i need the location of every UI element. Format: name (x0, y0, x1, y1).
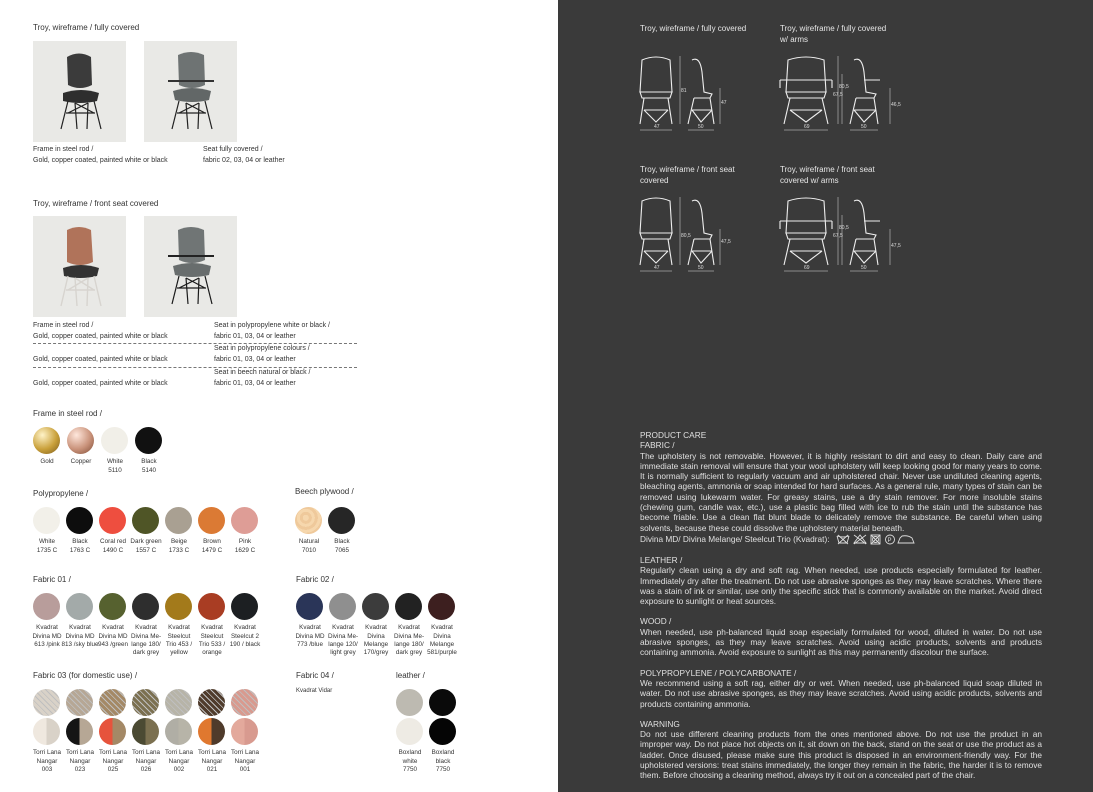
swatch-label: Kvadrat (102, 624, 124, 631)
swatch-label: Nangar (201, 757, 223, 765)
fs-row1-r2: fabric 01, 03, 04 or leather (214, 333, 296, 340)
swatch-poly (132, 507, 159, 534)
section-title-fabric01: Fabric 01 / (33, 575, 71, 584)
swatch-fabric02 (428, 593, 455, 620)
swatch-label: Kvadrat (168, 624, 190, 631)
swatch-label: Nangar (234, 757, 256, 765)
swatch-fabric01 (198, 593, 225, 620)
swatch-fabric02 (296, 593, 323, 620)
swatch-beech (328, 507, 355, 534)
care-title: PRODUCT CARE (640, 430, 707, 440)
svg-text:P: P (887, 537, 892, 544)
fs-row1-r1: Seat in polypropylene white or black / (214, 322, 330, 329)
swatch-label: Brown (203, 538, 221, 545)
swatch-label: 7750 (435, 766, 450, 773)
swatch-label: Trio 533 / orange (198, 641, 226, 656)
dim-width: 47 (654, 265, 660, 271)
chair-photo-fully-covered-arms (144, 41, 237, 142)
swatch-label: 5140 (141, 466, 156, 474)
fs-row1-l2: Gold, copper coated, painted white or black (33, 333, 168, 340)
care-warning-text: Do not use different cleaning products from the ones mentioned above. Do not use the product in an improper way. Do not place hot objects on it, sit down on the back, stand on the seat or use the product as a ladder. Once disused, please make sure this product is disposed in an environment-friendly way. For the upholstered versions: treat stains immediately, the longer they remain in the fabric, the harder it is to remove them. Before choosing a cleaning method, always try it out on a concealed part of the chair. (640, 729, 1042, 781)
swatch-label: 813 /sky blue (61, 641, 99, 648)
dim-height: 80,5 (681, 233, 691, 239)
swatch-label: 5110 (108, 466, 122, 474)
swatch-label: white (402, 757, 418, 765)
swatch-label: Nangar (69, 757, 91, 765)
swatch-label: lange 120/ light grey (328, 641, 358, 656)
swatch-fabric01 (33, 593, 60, 620)
swatch-label: Torri Lana (65, 749, 94, 756)
swatch-frame (101, 427, 128, 454)
section-title-frame-steel: Frame in steel rod / (33, 409, 102, 418)
dim-depth: 50 (698, 124, 704, 130)
swatch-label: Kvadrat (398, 624, 420, 631)
swatch-fabric03-pattern (165, 718, 192, 745)
swatch-label: Nangar (102, 757, 124, 765)
care-wood-heading: WOOD / (640, 616, 672, 627)
swatch-poly (99, 507, 126, 534)
swatch-fabric01 (165, 593, 192, 620)
swatch-label: 1763 C (69, 546, 91, 554)
swatch-label: Divina MD (65, 632, 95, 640)
care-pp-heading: POLYPROPYLENE / POLYCARBONATE / (640, 667, 797, 678)
fs-row2-l2: Gold, copper coated, painted white or black (33, 356, 168, 363)
swatch-poly (198, 507, 225, 534)
swatch-label: Divina MD (295, 632, 325, 640)
diagram-front-seat (636, 193, 731, 277)
swatch-poly (231, 507, 258, 534)
swatch-label: Kvadrat (365, 624, 387, 631)
care-warning-heading: WARNING (640, 718, 680, 729)
caption-frame-a: Frame in steel rod / (33, 146, 94, 153)
swatch-label: Beige (170, 538, 188, 545)
care-fabric-symbols-label: Divina MD/ Divina Melange/ Steelcut Trio (Kvadrat): (640, 533, 830, 544)
swatch-label: Boxland (398, 749, 422, 756)
section-title-fabric04: Fabric 04 / (296, 671, 334, 680)
swatch-fabric02 (329, 593, 356, 620)
swatch-leather-lower (429, 718, 456, 745)
section-title-fabric02: Fabric 02 / (296, 575, 334, 584)
dim-arm-height: 67,5 (833, 233, 843, 239)
swatch-label: Steelcut (200, 632, 224, 640)
swatch-label: 023 (74, 766, 86, 773)
swatch-label: Kvadrat (332, 624, 354, 631)
swatch-fabric03-pattern (231, 718, 258, 745)
diagram-fully-covered-arms (776, 52, 906, 136)
swatch-label: Nangar (168, 757, 190, 765)
swatch-label: 003 (41, 766, 53, 773)
care-fabric-symbols-row (640, 533, 1042, 545)
care-leather-heading: LEATHER / (640, 554, 683, 565)
swatch-frame (135, 427, 162, 454)
swatch-label: 613 /pink (34, 641, 60, 648)
swatch-label: 1733 C (168, 546, 190, 554)
care-fabric-heading: FABRIC / (640, 440, 675, 451)
swatch-label: Black (72, 538, 88, 545)
swatch-label: Natural (298, 538, 320, 545)
swatch-poly (33, 507, 60, 534)
swatch-fabric01 (132, 593, 159, 620)
caption-frame-b: Gold, copper coated, painted white or black (33, 157, 168, 164)
care-wood-text: When needed, use ph-balanced liquid soap especially formulated for wood, diluted in water. Do not use abrasive sponges, as they may leave scratches. Avoid using acidic products, solvents and products containing ammonia. Avoid exposure to sunlight as this may permanently discolour the surface. (640, 626, 1042, 658)
chair-photo-fully-covered (33, 41, 126, 142)
swatch-label: Kvadrat (299, 624, 321, 631)
swatch-label: 7010 (301, 546, 316, 554)
swatch-leather-lower (396, 718, 423, 745)
swatch-label: Steelcut (167, 632, 191, 640)
swatch-label: 943 /green (97, 641, 129, 648)
section-title-polypropylene: Polypropylene / (33, 489, 89, 498)
swatch-fabric01 (99, 593, 126, 620)
swatch-label: Pink (238, 538, 252, 545)
swatch-label: Nangar (36, 757, 58, 765)
diagram-title-fully-covered-arms: Troy, wireframe / fully covered w/ arms (780, 24, 887, 44)
swatch-label: lange 180/ dark grey (394, 641, 424, 656)
swatch-label: Gold (40, 458, 54, 465)
swatch-label: Divina (433, 632, 451, 640)
fs-row3-r1: Seat in beech natural or black / (214, 369, 311, 376)
swatch-label: Copper (70, 458, 92, 465)
chair-photo-front-seat-arms (144, 216, 237, 317)
swatch-label: 7750 (402, 766, 417, 773)
care-symbols-icon (836, 533, 918, 545)
dim-width: 69 (804, 265, 810, 271)
swatch-leather (429, 689, 456, 716)
swatch-label: Torri Lana (131, 749, 160, 756)
swatch-fabric03 (33, 689, 60, 716)
caption-seat-a: Seat fully covered / (203, 146, 263, 153)
swatch-label: Torri Lana (230, 749, 259, 756)
fs-row2-r2: fabric 01, 03, 04 or leather (214, 356, 296, 363)
dim-height: 80,5 (839, 84, 849, 90)
swatch-fabric03-pattern (66, 718, 93, 745)
diagram-title-front-seat-arms: Troy, wireframe / front seat covered w/ arms (780, 165, 875, 185)
swatch-label: Divina MD (98, 632, 128, 640)
swatch-label: Dark green (130, 538, 162, 545)
swatch-label: Torri Lana (32, 749, 61, 756)
dim-seat-height: 47 (721, 100, 727, 106)
swatch-label: 025 (107, 766, 119, 773)
section-title-fully-covered: Troy, wireframe / fully covered (33, 23, 140, 32)
swatch-beech (295, 507, 322, 534)
swatch-label: black (435, 757, 451, 765)
fs-row1-l1: Frame in steel rod / (33, 322, 94, 329)
swatch-label: Kvadrat (234, 624, 256, 631)
swatch-label: Steelcut 2 (230, 632, 259, 640)
swatch-fabric03 (66, 689, 93, 716)
swatch-fabric01 (66, 593, 93, 620)
fs-row3-r2: fabric 01, 03, 04 or leather (214, 380, 296, 387)
swatch-label: 1629 C (234, 546, 256, 554)
swatch-label: Nangar (135, 757, 157, 765)
swatch-label: 1557 C (135, 546, 157, 554)
swatch-label: Divina Me- (393, 632, 425, 640)
swatch-label: 7065 (334, 546, 349, 554)
dim-height: 81 (681, 88, 687, 94)
fabric04-note: Kvadrat Vidar (296, 688, 333, 694)
swatch-fabric03-pattern (33, 718, 60, 745)
swatch-label: Divina (367, 632, 385, 640)
swatch-fabric03-pattern (132, 718, 159, 745)
care-fabric-text: The upholstery is not removable. However, it is highly resistant to dirt and easy to clean. Daily care and immediate stain removal will ensure that your wool upholstery will keep looking good for many years to come. It is normally sufficient to regularly vacuum and air upholstered chair. Never use undiluted cleaning agents, bleaching agents, ammonia or soap intended for hard surfaces. As a general rule, many types of stain can be removed using lukewarm water. For greasy stains, use a dry stain remover. For more insoluble stains (chewing gum, candle wax, etc.), use a plastic bag filled with ice to rub the stain until the substance has become friable. Use a clean flat blunt blade to delicately remove the substance. Be careful when using solvents, because these could dissolve the upholstery material beneath. (640, 450, 1042, 533)
swatch-fabric03-pattern (198, 718, 225, 745)
swatch-label: Melange 581/purple (427, 641, 457, 656)
swatch-label: Divina Me- (327, 632, 359, 640)
swatch-label: 026 (140, 766, 152, 773)
swatch-label: Torri Lana (164, 749, 193, 756)
swatch-label: Black (334, 538, 350, 545)
swatch-label: Kvadrat (201, 624, 223, 631)
swatch-poly (66, 507, 93, 534)
swatch-fabric02 (395, 593, 422, 620)
diagram-fully-covered (636, 52, 726, 136)
swatch-label: lange 180/ dark grey (131, 641, 161, 656)
diagram-title-front-seat: Troy, wireframe / front seat covered (640, 165, 735, 185)
swatch-poly (165, 507, 192, 534)
swatch-label: 773 /blue (297, 641, 323, 648)
swatch-fabric03 (198, 689, 225, 716)
dim-seat-height: 47,5 (721, 239, 731, 245)
swatch-label: Torri Lana (98, 749, 127, 756)
chair-photo-front-seat (33, 216, 126, 317)
section-title-beech: Beech plywood / (295, 487, 354, 496)
swatch-label: Divina MD (32, 632, 62, 640)
fs-row3-l2: Gold, copper coated, painted white or black (33, 380, 168, 387)
swatch-fabric01 (231, 593, 258, 620)
swatch-label: Kvadrat (69, 624, 91, 631)
care-pp-text: We recommend using a soft rag, either dry or wet. When needed, use ph-balanced liquid soap diluted in water. Do not use abrasive sponges, as they may leave scratches. Avoid using acidic products, solvents and products containing ammonia. (640, 677, 1042, 709)
swatch-label: White (106, 458, 124, 465)
swatch-fabric03 (231, 689, 258, 716)
dim-depth: 50 (861, 265, 867, 271)
swatch-label: Divina Me- (130, 632, 162, 640)
swatch-label: Black (141, 458, 157, 465)
swatch-label: White (38, 538, 56, 545)
swatch-label: Melange 170/grey (363, 641, 389, 656)
dim-height: 80,5 (839, 225, 849, 231)
diagram-title-fully-covered: Troy, wireframe / fully covered (640, 24, 747, 33)
swatch-label: 001 (239, 766, 251, 773)
swatch-leather (396, 689, 423, 716)
swatch-fabric03 (99, 689, 126, 716)
swatch-label: Coral red (100, 538, 126, 545)
swatch-label: Kvadrat (36, 624, 58, 631)
swatch-fabric03-pattern (99, 718, 126, 745)
fs-row2-r1: Seat in polypropylene colours / (214, 345, 310, 352)
swatch-label: 190 / black (229, 641, 261, 648)
section-title-fabric03: Fabric 03 (for domestic use) / (33, 671, 138, 680)
swatch-label: 1735 C (36, 546, 58, 554)
section-title-leather: leather / (396, 671, 425, 680)
dim-seat-height: 46,5 (891, 102, 901, 108)
dim-seat-height: 47,5 (891, 243, 901, 249)
swatch-label: Torri Lana (197, 749, 226, 756)
swatch-label: Trio 453 / yellow (165, 641, 193, 656)
dim-arm-height: 67,5 (833, 92, 843, 98)
swatch-label: 1490 C (102, 546, 124, 554)
dim-width: 69 (804, 124, 810, 130)
dim-depth: 50 (698, 265, 704, 271)
swatch-label: Boxland (431, 749, 455, 756)
swatch-label: Kvadrat (135, 624, 157, 631)
dim-width: 47 (654, 124, 660, 130)
swatch-frame (67, 427, 94, 454)
caption-seat-b: fabric 02, 03, 04 or leather (203, 157, 285, 164)
swatch-fabric03 (165, 689, 192, 716)
section-title-front-seat: Troy, wireframe / front seat covered (33, 199, 159, 208)
swatch-label: 1479 C (201, 546, 223, 554)
swatch-frame (33, 427, 60, 454)
dim-depth: 50 (861, 124, 867, 130)
swatch-fabric03 (132, 689, 159, 716)
swatch-fabric02 (362, 593, 389, 620)
product-care (640, 430, 1042, 781)
swatch-label: 021 (206, 766, 218, 773)
diagram-front-seat-arms (776, 193, 906, 277)
swatch-label: 002 (173, 766, 185, 773)
swatch-label: Kvadrat (431, 624, 453, 631)
care-leather-text: Regularly clean using a dry and soft rag. When needed, use products especially formulated for leather. Immediately dry after the treatment. Do not use abrasive sponges as they may leave scratches. Where there was a stain of ink or similar, use only the specific stick that is commonly available on the market. Avoid direct exposure to sunlight or heat sources. (640, 565, 1042, 607)
